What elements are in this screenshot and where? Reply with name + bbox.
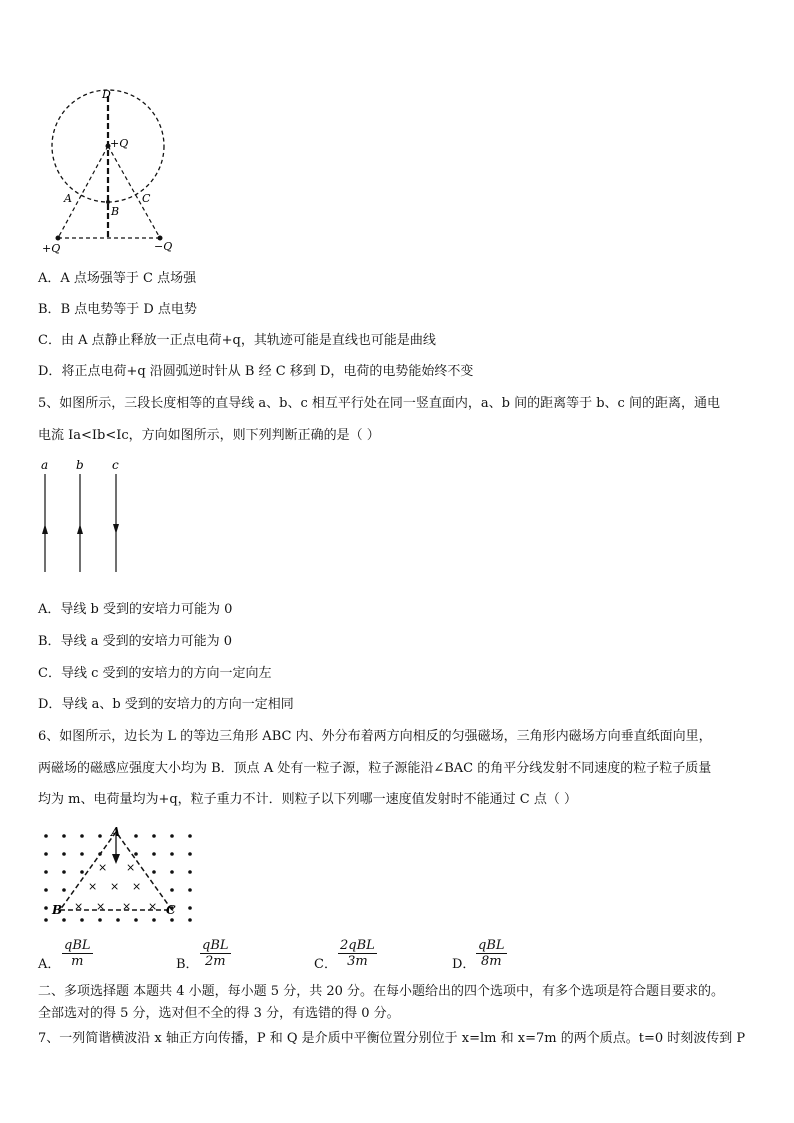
label-center-q: +Q	[110, 137, 129, 150]
section2-heading-line2: 全部选对的得 5 分，选对但不全的得 3 分，有选错的得 0 分。	[38, 1006, 400, 1021]
field-dot	[80, 918, 84, 922]
field-dot	[62, 852, 66, 856]
fraction-numerator: qBL	[64, 938, 91, 953]
field-dot	[44, 918, 48, 922]
wire-c-down-arrow-icon	[113, 524, 119, 534]
q4-option-a: A．A 点场强等于 C 点场强	[38, 271, 197, 286]
fraction-numerator: 2qBL	[340, 938, 375, 953]
wire-a-up-arrow-icon	[42, 524, 48, 534]
field-dot	[44, 834, 48, 838]
field-dot	[80, 852, 84, 856]
field-dot	[188, 870, 192, 874]
label-c: C	[142, 192, 151, 205]
field-dot	[134, 852, 138, 856]
field-dot	[170, 918, 174, 922]
field-cross: ×	[132, 880, 142, 893]
label-a: A	[64, 192, 72, 205]
fraction-denominator: 3m	[347, 954, 368, 969]
wire-label-b: b	[76, 458, 84, 472]
q6-stem-line1: 6、如图所示，边长为 L 的等边三角形 ABC 内、外分布着两方向相反的匀强磁场，三角形内磁场方向垂直纸面向里，	[38, 729, 712, 744]
label-left-charge: +Q	[42, 242, 61, 255]
field-dot	[134, 834, 138, 838]
fraction-numerator: qBL	[478, 938, 505, 953]
field-cross: ×	[122, 900, 132, 913]
q6-option-c-fraction	[338, 938, 377, 969]
field-dot	[152, 834, 156, 838]
field-dot	[44, 906, 48, 910]
field-cross: ×	[126, 861, 136, 874]
field-dot	[188, 888, 192, 892]
field-dot	[62, 870, 66, 874]
field-dot	[134, 918, 138, 922]
field-dot	[188, 918, 192, 922]
q6-stem-line2: 两磁场的磁感应强度大小均为 B．顶点 A 处有一粒子源，粒子源能沿∠BAC 的角平分线发射不同速度的粒子粒子质量	[38, 761, 712, 776]
field-dot	[98, 918, 102, 922]
right-dashed-line	[108, 146, 160, 238]
label-b: B	[111, 205, 120, 218]
q6-option-a-fraction	[62, 938, 93, 969]
q5-stem-line1: 5、如图所示，三段长度相等的直导线 a、b、c 相互平行处在同一竖直面内，a、b 间的距离等于 b、c 间的距离，通电	[38, 396, 720, 411]
triangle-label-c: C	[166, 903, 176, 917]
field-dot	[170, 852, 174, 856]
field-dot	[116, 918, 120, 922]
field-dot	[44, 870, 48, 874]
q6-option-b-fraction	[200, 938, 231, 969]
q5-option-c: C．导线 c 受到的安培力的方向一定向左	[38, 666, 272, 681]
q6-option-b-label: B．	[176, 957, 199, 972]
field-dot	[44, 852, 48, 856]
field-dot	[62, 888, 66, 892]
q6-option-a-label: A．	[38, 957, 61, 972]
fraction-denominator: m	[71, 954, 84, 969]
field-cross: ×	[96, 900, 106, 913]
field-dot	[44, 888, 48, 892]
triangle-label-b: B	[52, 903, 63, 917]
source-down-arrow-icon	[112, 854, 120, 864]
field-dot	[152, 870, 156, 874]
field-cross: ×	[110, 880, 120, 893]
field-cross: ×	[88, 880, 98, 893]
field-dot	[188, 906, 192, 910]
field-dot	[188, 834, 192, 838]
q5-wires-figure	[36, 458, 136, 578]
q6-option-c-label: C．	[314, 957, 337, 972]
field-cross: ×	[98, 861, 108, 874]
field-dot	[62, 834, 66, 838]
section2-heading-line1: 二、多项选择题 本题共 4 小题，每小题 5 分，共 20 分。在每小题给出的四个选项中，有多个选项是符合题目要求的。	[38, 984, 725, 999]
field-dot	[170, 888, 174, 892]
q6-magnetic-field-figure	[40, 824, 200, 924]
field-cross: ×	[148, 900, 158, 913]
q5-option-a: A．导线 b 受到的安培力可能为 0	[38, 602, 233, 617]
fraction-denominator: 2m	[204, 954, 226, 969]
wire-b-up-arrow-icon	[77, 524, 83, 534]
q5-option-d: D．导线 a、b 受到的安培力的方向一定相同	[38, 697, 294, 712]
label-d: D	[102, 88, 111, 101]
wire-label-c: c	[112, 458, 119, 472]
label-right-charge: −Q	[154, 240, 173, 253]
field-dot	[98, 834, 102, 838]
point-b-dot	[106, 200, 110, 204]
field-dot	[152, 852, 156, 856]
field-dot	[80, 870, 84, 874]
q5-stem-line2: 电流 Ia<Ib<Ic，方向如图所示，则下列判断正确的是（ ）	[38, 428, 380, 443]
field-dot	[80, 834, 84, 838]
left-charge-dot	[56, 236, 61, 241]
q5-option-b: B．导线 a 受到的安培力可能为 0	[38, 634, 232, 649]
field-dot	[62, 918, 66, 922]
triangle-label-a: A	[111, 825, 121, 839]
field-dot	[188, 852, 192, 856]
q4-option-b: B．B 点电势等于 D 点电势	[38, 302, 197, 317]
q6-option-d-label: D．	[452, 957, 476, 972]
wire-label-a: a	[41, 458, 49, 472]
q7-stem-line1: 7、一列简谐横波沿 x 轴正方向传播，P 和 Q 是介质中平衡位置分别位于 x=lm 和 x=7m 的两个质点。t=0 时刻波传到 P	[38, 1031, 746, 1046]
q4-option-c: C．由 A 点静止释放一正点电荷+q，其轨迹可能是直线也可能是曲线	[38, 333, 436, 348]
field-in-crosses	[74, 861, 157, 913]
q6-option-d-fraction	[476, 938, 507, 969]
q4-option-d: D．将正点电荷+q 沿圆弧逆时针从 B 经 C 移到 D，电荷的电势能始终不变	[38, 364, 474, 379]
fraction-denominator: 8m	[480, 954, 502, 969]
fraction-numerator: qBL	[202, 938, 229, 953]
field-dot	[170, 834, 174, 838]
field-dot	[152, 918, 156, 922]
field-cross: ×	[74, 900, 84, 913]
q6-stem-line3: 均为 m、电荷量均为+q，粒子重力不计．则粒子以下列哪一速度值发射时不能通过 C 点（ ）	[38, 792, 578, 807]
q4-figure	[40, 86, 190, 256]
field-dot	[170, 870, 174, 874]
